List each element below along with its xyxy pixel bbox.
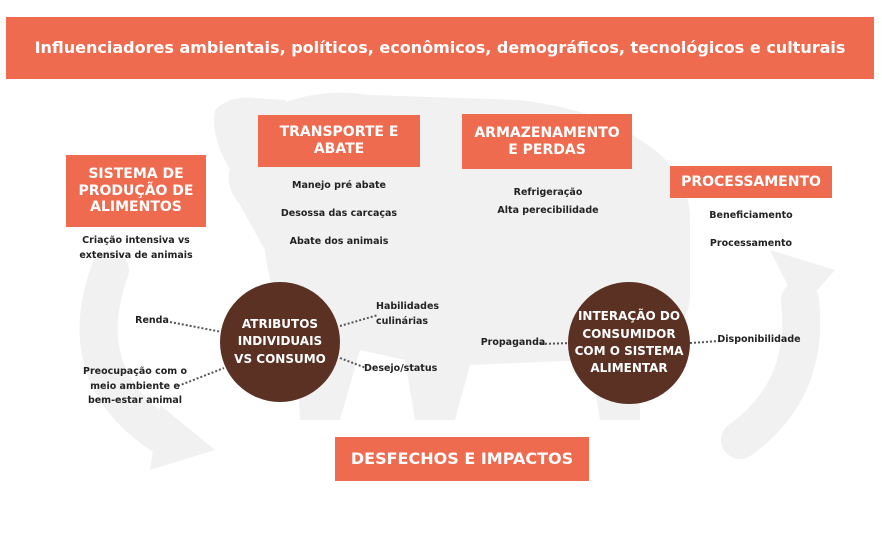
stage-sistema-box bbox=[66, 155, 206, 227]
armazenamento-item: Alta perecibilidade bbox=[497, 205, 599, 216]
factor-renda: Renda bbox=[135, 315, 169, 326]
factor-disponibilidade: Disponibilidade bbox=[717, 334, 801, 345]
processamento-item: Beneficiamento bbox=[709, 210, 793, 221]
stage-transporte-box bbox=[258, 115, 420, 167]
stage-sistema-title: SISTEMA DE PRODUÇÃO DE ALIMENTOS bbox=[78, 165, 194, 216]
sistema-item: Criação intensiva vs extensiva de animais bbox=[79, 235, 193, 261]
atributos-circle bbox=[220, 282, 340, 402]
outcome-box bbox=[335, 437, 589, 481]
factor-desejo: Desejo/status bbox=[364, 363, 438, 374]
cycle-arrowhead-right-icon bbox=[770, 250, 835, 310]
cycle-arrow-right-icon bbox=[740, 300, 801, 440]
outcome-title: DESFECHOS E IMPACTOS bbox=[350, 449, 574, 469]
stage-processamento-box bbox=[670, 166, 832, 198]
transporte-item: Desossa das carcaças bbox=[280, 208, 398, 219]
cycle-arrowhead-left-icon bbox=[150, 405, 215, 470]
header-banner bbox=[6, 17, 874, 79]
stage-processamento-title: PROCESSAMENTO bbox=[681, 173, 821, 190]
interacao-label: INTERAÇÃO DO CONSUMIDOR COM O SISTEMA ALIMENTAR bbox=[574, 309, 684, 376]
stage-transporte-title: TRANSPORTE E ABATE bbox=[279, 124, 399, 157]
transporte-item: Abate dos animais bbox=[289, 236, 389, 247]
atributos-label: ATRIBUTOS INDIVIDUAIS VS CONSUMO bbox=[234, 316, 326, 366]
interacao-circle bbox=[568, 282, 690, 404]
factor-propaganda: Propaganda bbox=[480, 337, 546, 348]
header-title: Influenciadores ambientais, políticos, econômicos, demográficos, tecnológicos e culturais bbox=[34, 38, 846, 58]
processamento-item: Processamento bbox=[709, 238, 793, 249]
stage-armazenamento-title: ARMAZENAMENTO E PERDAS bbox=[474, 124, 620, 158]
stage-armazenamento-box bbox=[462, 114, 632, 169]
armazenamento-item: Refrigeração bbox=[513, 187, 583, 198]
factor-preocupacao: Preocupação com o meio ambiente e bem-estar animal bbox=[83, 366, 187, 407]
factor-habilidades: Habilidades culinárias bbox=[376, 301, 440, 327]
transporte-item: Manejo pré abate bbox=[291, 180, 386, 191]
